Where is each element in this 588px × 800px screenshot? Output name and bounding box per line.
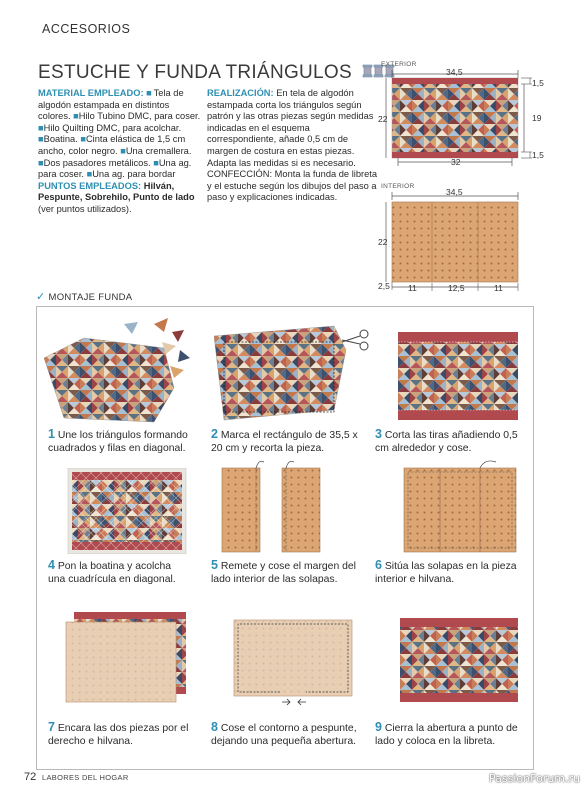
interior-label: INTERIOR	[381, 183, 415, 190]
ext-height-label: 22	[378, 114, 388, 124]
interior-diagram	[376, 190, 536, 295]
step-caption-1: 1 Une los triángulos formando cuadrados y filas en diagonal.	[48, 427, 188, 454]
step7-illustration	[62, 612, 190, 704]
exterior-diagram	[376, 64, 556, 176]
step-caption-3: 3 Corta las tiras añadiendo 0,5 cm alrededor y cose.	[375, 427, 518, 454]
step9-illustration	[400, 618, 518, 702]
step-caption-2: 2 Marca el rectángulo de 35,5 x 20 cm y recorta la pieza.	[211, 427, 358, 454]
page-footer	[24, 771, 129, 783]
realization-text: En tela de algodón estampada corta los triángulos según patrón y las otras piezas según medidas indicadas en el esquema correspondiente, añade 0,5 cm de margen de costura en estas piezas. Adapta las medidas si es necesario.	[207, 88, 374, 168]
ext-width-label: 34,5	[446, 67, 463, 77]
material-item: Cinta elástica de 1,5 cm ancho, color negro.	[38, 134, 186, 156]
materials-column: MATERIAL EMPLEADO: ■ Tela de algodón estampada en distintos colores. ■Hilo Tubino DMC, para coser. ■Hilo Quilting DMC, para acolchar. ■Boatina. ■Cinta elástica de 1,5 cm ancho, color negro. ■Una cremallera. ■Dos pasadores metálicos. ■Una ag. para coser. ■Una ag. para bordar PUNTOS EMPLEADOS: Hilván, Pespunte, Sobrehilo, Punto de lado (ver puntos utilizados).	[38, 88, 201, 214]
step2-illustration	[214, 320, 374, 424]
ext-inner-height-label: 19	[532, 113, 542, 123]
step-caption-5: 5 Remete y cose el margen del lado interior de las solapas.	[211, 558, 356, 585]
int-seg1-label: 11	[408, 283, 417, 293]
step4-illustration	[66, 468, 190, 554]
int-seg2-label: 12,5	[448, 283, 465, 293]
watermark: PassionForum.ru	[489, 772, 580, 785]
material-item: Hilo Quilting DMC, para acolchar.	[43, 122, 182, 133]
publication-name: LABORES DEL HOGAR	[42, 773, 129, 782]
material-item: Tela de algodón estampada en distintos colores.	[38, 88, 184, 122]
step1-illustration	[44, 318, 192, 424]
opening-arrows-icon	[282, 699, 306, 705]
stitches-note: (ver puntos utilizados).	[38, 203, 132, 214]
materials-label: MATERIAL EMPLEADO:	[38, 88, 144, 98]
step8-illustration	[232, 618, 356, 708]
material-item: Una ag. para coser.	[38, 157, 192, 180]
material-item: Hilo Tubino DMC, para coser.	[78, 111, 201, 122]
realization-column	[207, 88, 377, 204]
exterior-label: EXTERIOR	[381, 61, 417, 68]
material-item: Boatina.	[43, 134, 78, 145]
montaje-label: MONTAJE FUNDA	[48, 292, 133, 303]
step6-illustration	[400, 460, 520, 554]
step-caption-6: 6 Sitúa las solapas en la pieza interior e hilvana.	[375, 558, 517, 585]
stitches-list: Hilván, Pespunte, Sobrehilo, Punto de lado	[38, 180, 195, 203]
step-caption-7: 7 Encara las dos piezas por el derecho e hilvana.	[48, 720, 189, 747]
scissors-icon	[342, 330, 368, 350]
int-offset-label: 2,5	[378, 281, 390, 291]
ext-band-bottom-label: 1,5	[532, 150, 544, 160]
section-header: ACCESORIOS	[42, 22, 131, 36]
step5-illustration	[218, 460, 328, 554]
material-item: Dos pasadores metálicos.	[43, 157, 151, 168]
check-needle-icon: ✓	[36, 291, 46, 303]
ext-band-top-label: 1,5	[532, 78, 544, 88]
ext-bottom-width-label: 32	[451, 157, 461, 167]
confection-label: CONFECCIÓN:	[207, 169, 273, 180]
montaje-heading	[36, 290, 132, 303]
material-item: Una cremallera.	[125, 145, 192, 156]
stitches-label: PUNTOS EMPLEADOS:	[38, 180, 142, 191]
int-seg3-label: 11	[494, 283, 503, 293]
realization-label: REALIZACIÓN:	[207, 88, 274, 98]
step-caption-4: 4 Pon la boatina y acolcha una cuadrícula en diagonal.	[48, 558, 176, 585]
int-width-label: 34,5	[446, 187, 463, 197]
step-caption-8: 8 Cose el contorno a pespunte, dejando una pequeña abertura.	[211, 720, 357, 747]
confection-text: Monta la funda de libreta y el estuche según los dibujos del paso a paso y explicaciones indicadas.	[207, 169, 378, 203]
title-text: ESTUCHE Y FUNDA TRIÁNGULOS	[38, 62, 352, 84]
step-caption-9: 9 Cierra la abertura a punto de lado y coloca en la libreta.	[375, 720, 518, 747]
int-height-label: 22	[378, 237, 388, 247]
step3-illustration	[398, 332, 518, 420]
page-number: 72	[24, 771, 37, 783]
page-title	[38, 62, 396, 84]
material-item: Una ag. para bordar	[92, 169, 176, 180]
